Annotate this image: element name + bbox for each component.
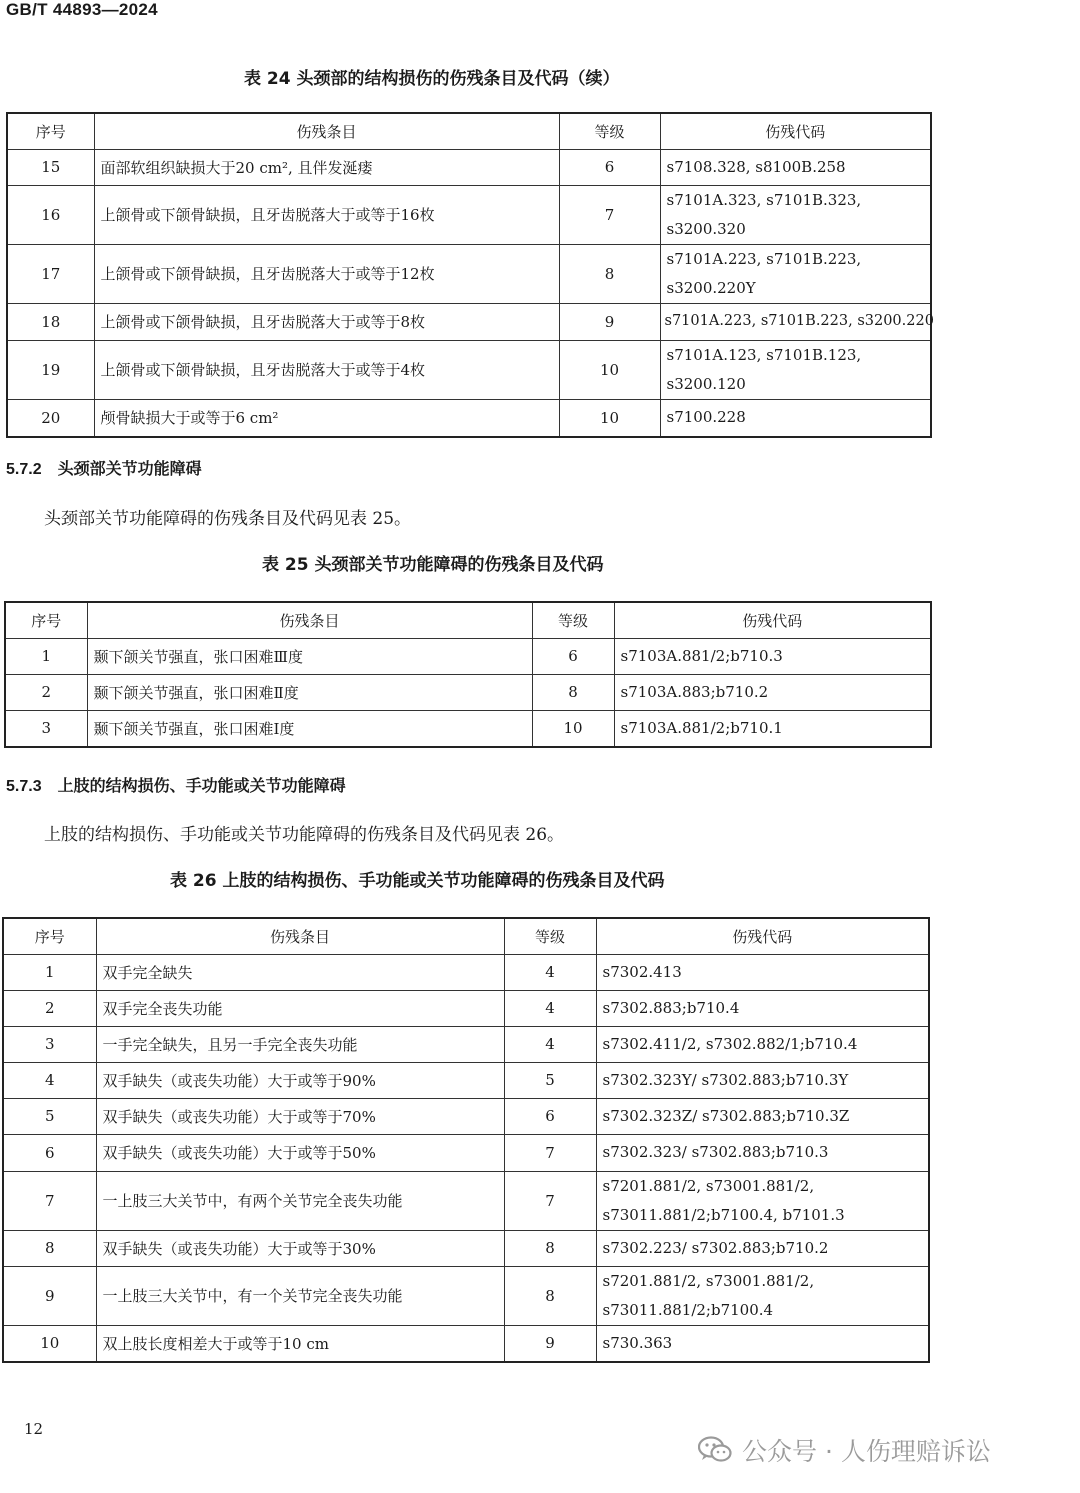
header-item: 伤残条目 bbox=[96, 918, 504, 954]
row-serial: 4 bbox=[3, 1062, 96, 1098]
row-item: 一手完全缺失，且另一手完全丧失功能 bbox=[96, 1026, 504, 1062]
table-row bbox=[7, 244, 931, 303]
header-code: 伤残代码 bbox=[614, 602, 931, 638]
table-row bbox=[3, 954, 929, 990]
row-item: 双手缺失（或丧失功能）大于或等于50% bbox=[96, 1134, 504, 1171]
row-serial: 19 bbox=[7, 340, 94, 399]
watermark bbox=[698, 1432, 991, 1468]
section-title: 头颈部关节功能障碍 bbox=[57, 459, 202, 478]
row-grade: 4 bbox=[504, 990, 596, 1026]
row-serial: 1 bbox=[5, 638, 87, 674]
row-grade: 4 bbox=[504, 954, 596, 990]
row-item: 颞下颌关节强直，张口困难Ⅱ度 bbox=[87, 674, 532, 710]
row-grade: 10 bbox=[559, 340, 660, 399]
table-row bbox=[7, 340, 931, 399]
row-item: 上颌骨或下颌骨缺损，且牙齿脱落大于或等于16枚 bbox=[94, 185, 559, 244]
table-25-caption: 表 25 头颈部关节功能障碍的伤残条目及代码 bbox=[262, 555, 604, 575]
header-grade: 等级 bbox=[504, 918, 596, 954]
row-item: 双手缺失（或丧失功能）大于或等于30% bbox=[96, 1230, 504, 1266]
row-serial: 5 bbox=[3, 1098, 96, 1134]
header-item: 伤残条目 bbox=[94, 113, 559, 149]
header-code: 伤残代码 bbox=[660, 113, 931, 149]
wechat-icon bbox=[698, 1436, 732, 1464]
row-grade: 7 bbox=[504, 1134, 596, 1171]
row-code: s7302.883;b710.4 bbox=[596, 990, 929, 1026]
row-grade: 9 bbox=[559, 303, 660, 340]
row-grade: 6 bbox=[559, 149, 660, 185]
row-serial: 6 bbox=[3, 1134, 96, 1171]
table-row bbox=[3, 1230, 929, 1266]
row-serial: 3 bbox=[5, 710, 87, 747]
row-serial: 2 bbox=[5, 674, 87, 710]
row-item: 双手完全丧失功能 bbox=[96, 990, 504, 1026]
row-code: s7302.411/2, s7302.882/1;b710.4 bbox=[596, 1026, 929, 1062]
row-grade: 4 bbox=[504, 1026, 596, 1062]
row-code: s7101A.123, s7101B.123, s3200.120 bbox=[660, 340, 931, 399]
section-number: 5.7.3 bbox=[6, 778, 42, 795]
row-grade: 5 bbox=[504, 1062, 596, 1098]
standard-code: GB/T 44893—2024 bbox=[6, 0, 158, 19]
table-row bbox=[7, 185, 931, 244]
row-grade: 8 bbox=[532, 674, 614, 710]
row-grade: 7 bbox=[559, 185, 660, 244]
row-grade: 10 bbox=[532, 710, 614, 747]
row-item: 双手缺失（或丧失功能）大于或等于90% bbox=[96, 1062, 504, 1098]
row-serial: 8 bbox=[3, 1230, 96, 1266]
row-code: s7101A.323, s7101B.323, s3200.320 bbox=[660, 185, 931, 244]
row-grade: 9 bbox=[504, 1325, 596, 1362]
section-paragraph: 上肢的结构损伤、手功能或关节功能障碍的伤残条目及代码见表 26。 bbox=[44, 825, 565, 845]
row-code: s7101A.223, s7101B.223, s3200.220 bbox=[660, 303, 931, 340]
page-number: 12 bbox=[24, 1420, 44, 1438]
watermark-text: 公众号 · 人伤理赔诉讼 bbox=[742, 1437, 991, 1466]
table-26 bbox=[2, 917, 930, 1363]
table-row bbox=[7, 303, 931, 340]
row-item: 颞下颌关节强直，张口困难Ⅲ度 bbox=[87, 638, 532, 674]
row-serial: 18 bbox=[7, 303, 94, 340]
row-code: s7302.323/ s7302.883;b710.3 bbox=[596, 1134, 929, 1171]
row-grade: 10 bbox=[559, 399, 660, 437]
table-25 bbox=[4, 601, 932, 748]
row-code: s7302.323Y/ s7302.883;b710.3Y bbox=[596, 1062, 929, 1098]
row-serial: 1 bbox=[3, 954, 96, 990]
row-serial: 3 bbox=[3, 1026, 96, 1062]
row-item: 双手完全缺失 bbox=[96, 954, 504, 990]
row-code: s7201.881/2, s73001.881/2, s73011.881/2;b7100.4 bbox=[596, 1266, 929, 1325]
row-code: s7101A.223, s7101B.223, s3200.220Y bbox=[660, 244, 931, 303]
table-row bbox=[3, 1134, 929, 1171]
table-row bbox=[3, 1098, 929, 1134]
row-item: 颅骨缺损大于或等于6 cm² bbox=[94, 399, 559, 437]
table-row bbox=[7, 149, 931, 185]
row-grade: 6 bbox=[504, 1098, 596, 1134]
section-number: 5.7.2 bbox=[6, 461, 42, 478]
row-grade: 6 bbox=[532, 638, 614, 674]
table-row bbox=[3, 1026, 929, 1062]
header-code: 伤残代码 bbox=[596, 918, 929, 954]
row-grade: 8 bbox=[504, 1230, 596, 1266]
row-code: s7201.881/2, s73001.881/2, s73011.881/2;b7100.4, b7101.3 bbox=[596, 1171, 929, 1230]
table-row bbox=[7, 399, 931, 437]
row-serial: 15 bbox=[7, 149, 94, 185]
header-serial: 序号 bbox=[7, 113, 94, 149]
section-paragraph: 头颈部关节功能障碍的伤残条目及代码见表 25。 bbox=[44, 509, 412, 529]
table-row bbox=[5, 638, 931, 674]
row-serial: 7 bbox=[3, 1171, 96, 1230]
row-item: 双手缺失（或丧失功能）大于或等于70% bbox=[96, 1098, 504, 1134]
row-serial: 10 bbox=[3, 1325, 96, 1362]
section-heading-5-7-2 bbox=[6, 456, 202, 479]
row-code: s7100.228 bbox=[660, 399, 931, 437]
table-24-caption: 表 24 头颈部的结构损伤的伤残条目及代码（续） bbox=[244, 69, 620, 89]
row-code: s7103A.881/2;b710.3 bbox=[614, 638, 931, 674]
row-grade: 8 bbox=[559, 244, 660, 303]
row-code: s7302.223/ s7302.883;b710.2 bbox=[596, 1230, 929, 1266]
section-heading-5-7-3 bbox=[6, 773, 346, 796]
header-item: 伤残条目 bbox=[87, 602, 532, 638]
row-serial: 16 bbox=[7, 185, 94, 244]
table-row bbox=[5, 674, 931, 710]
table-row bbox=[5, 710, 931, 747]
table-row bbox=[3, 1171, 929, 1230]
table-row bbox=[3, 990, 929, 1026]
row-item: 上颌骨或下颌骨缺损，且牙齿脱落大于或等于12枚 bbox=[94, 244, 559, 303]
table-row bbox=[3, 1062, 929, 1098]
row-code: s7302.323Z/ s7302.883;b710.3Z bbox=[596, 1098, 929, 1134]
row-serial: 17 bbox=[7, 244, 94, 303]
row-code: s7302.413 bbox=[596, 954, 929, 990]
table-row bbox=[3, 1325, 929, 1362]
row-code: s730.363 bbox=[596, 1325, 929, 1362]
row-code: s7103A.881/2;b710.1 bbox=[614, 710, 931, 747]
row-item: 面部软组织缺损大于20 cm², 且伴发涎瘘 bbox=[94, 149, 559, 185]
section-title: 上肢的结构损伤、手功能或关节功能障碍 bbox=[57, 776, 346, 795]
row-item: 一上肢三大关节中，有两个关节完全丧失功能 bbox=[96, 1171, 504, 1230]
row-code: s7108.328, s8100B.258 bbox=[660, 149, 931, 185]
header-serial: 序号 bbox=[5, 602, 87, 638]
table-row bbox=[3, 1266, 929, 1325]
row-item: 双上肢长度相差大于或等于10 cm bbox=[96, 1325, 504, 1362]
header-serial: 序号 bbox=[3, 918, 96, 954]
row-item: 上颌骨或下颌骨缺损，且牙齿脱落大于或等于8枚 bbox=[94, 303, 559, 340]
table-24 bbox=[6, 112, 932, 438]
row-grade: 7 bbox=[504, 1171, 596, 1230]
row-item: 颞下颌关节强直，张口困难Ⅰ度 bbox=[87, 710, 532, 747]
row-item: 一上肢三大关节中，有一个关节完全丧失功能 bbox=[96, 1266, 504, 1325]
header-grade: 等级 bbox=[532, 602, 614, 638]
header-grade: 等级 bbox=[559, 113, 660, 149]
row-serial: 20 bbox=[7, 399, 94, 437]
row-serial: 9 bbox=[3, 1266, 96, 1325]
row-item: 上颌骨或下颌骨缺损，且牙齿脱落大于或等于4枚 bbox=[94, 340, 559, 399]
row-serial: 2 bbox=[3, 990, 96, 1026]
row-code: s7103A.883;b710.2 bbox=[614, 674, 931, 710]
row-grade: 8 bbox=[504, 1266, 596, 1325]
table-26-caption: 表 26 上肢的结构损伤、手功能或关节功能障碍的伤残条目及代码 bbox=[170, 871, 665, 891]
